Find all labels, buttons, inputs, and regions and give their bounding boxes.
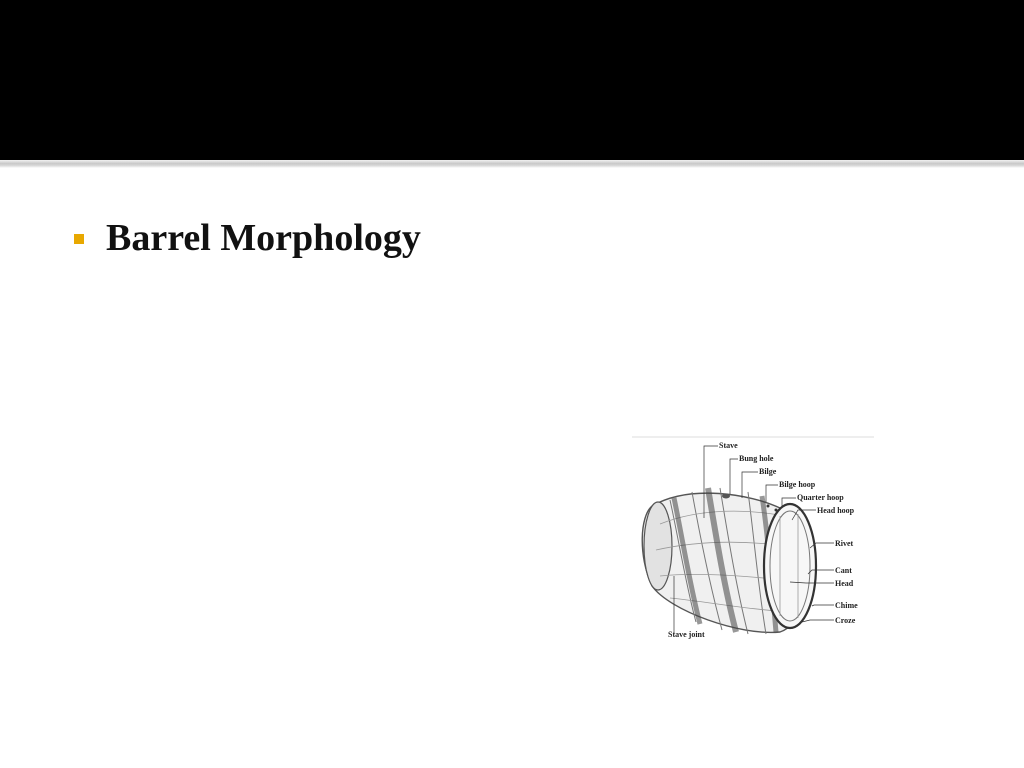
header-band: [0, 0, 1024, 160]
label-head-hoop: Head hoop: [817, 506, 855, 515]
bullet-item: [74, 212, 421, 264]
label-cant: Cant: [835, 566, 852, 575]
label-stave: Stave: [719, 441, 738, 450]
label-bilge-hoop: Bilge hoop: [779, 480, 816, 489]
barrel-back-end: [644, 502, 672, 590]
rivet-mark: [775, 509, 778, 512]
label-bilge: Bilge: [759, 467, 777, 476]
barrel-diagram-svg: [630, 436, 876, 646]
barrel-diagram: [630, 436, 876, 646]
header-divider: [0, 160, 1024, 168]
label-croze: Croze: [835, 616, 856, 625]
bullet-text: Barrel Morphology: [106, 217, 421, 259]
label-stave-joint: Stave joint: [668, 630, 705, 639]
bullet-square-icon: [74, 234, 84, 244]
barrel-illustration: [642, 488, 816, 634]
label-head: Head: [835, 579, 854, 588]
bung-hole-mark: [722, 494, 730, 499]
label-bung-hole: Bung hole: [739, 454, 774, 463]
rivet-mark: [767, 505, 770, 508]
label-rivet: Rivet: [835, 539, 854, 548]
label-quarter-hoop: Quarter hoop: [797, 493, 844, 502]
barrel-head: [764, 504, 816, 628]
label-chime: Chime: [835, 601, 858, 610]
